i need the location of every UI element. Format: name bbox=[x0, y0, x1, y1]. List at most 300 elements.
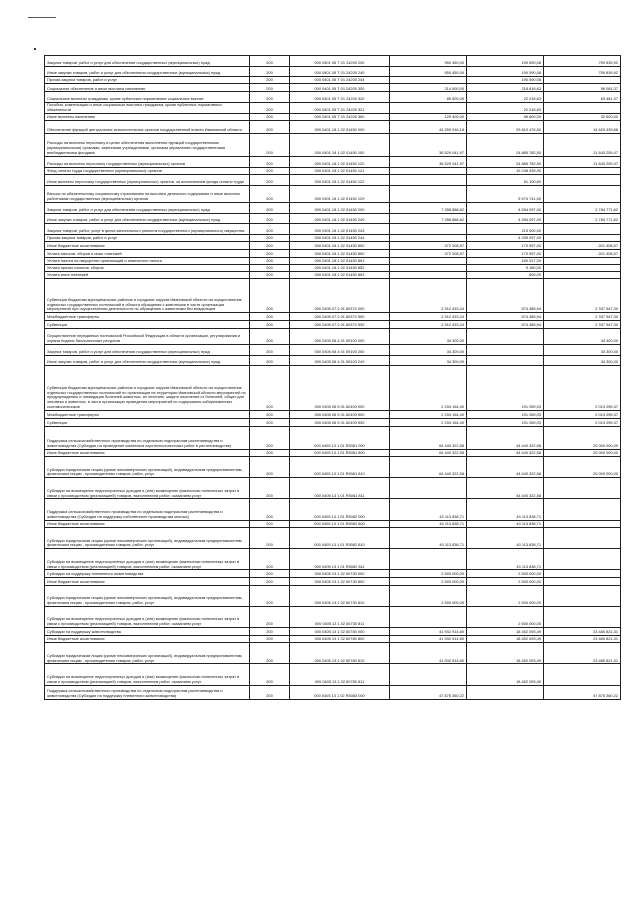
cell-approved: 64 440 322,58 bbox=[390, 457, 467, 478]
cell-line-code: 200 bbox=[250, 528, 290, 549]
cell-indicator-name: Иные выплаты населению bbox=[45, 113, 250, 120]
cell-unexecuted: 201 408,57 bbox=[544, 250, 621, 258]
cell-unexecuted bbox=[544, 664, 621, 685]
table-row bbox=[45, 313, 621, 321]
cell-approved: 41 932 914,80 bbox=[390, 643, 467, 664]
cell-approved bbox=[390, 77, 467, 84]
cell-executed: 22 018,63 bbox=[467, 92, 544, 103]
cell-budget-code: 000 0405 08 5 01 82400 530 bbox=[290, 418, 390, 426]
cell-budget-code: 000 0401 05 Т 01 24200 360 bbox=[290, 113, 390, 120]
cell-approved: 34 300,00 bbox=[390, 355, 467, 366]
cell-unexecuted: 2 337 947,30 bbox=[544, 321, 621, 329]
cell-unexecuted bbox=[544, 265, 621, 272]
cell-approved: 41 932 914,80 bbox=[390, 635, 467, 643]
cell-indicator-name: Иные закупки товаров, работ и услуг для обеспечения государственных (муниципальных) нужд bbox=[45, 355, 250, 366]
cell-unexecuted bbox=[544, 570, 621, 578]
cell-approved: 34 300,00 bbox=[390, 344, 467, 355]
cell-approved bbox=[390, 478, 467, 499]
cell-approved bbox=[390, 257, 467, 265]
cell-executed: 24 885 782,50 bbox=[467, 133, 544, 156]
cell-budget-code: 000 0405 13 1 02 60730 810 bbox=[290, 585, 390, 606]
cell-budget-code: 000 0405 13 1 01 R5082 810 bbox=[290, 528, 390, 549]
cell-budget-code: 000 0401 05 Т 01 24200 321 bbox=[290, 102, 390, 113]
cell-budget-code: 000 0401 18 1 02 01450 243 bbox=[290, 224, 390, 235]
cell-indicator-name: Субсидии на поддержку животноводства bbox=[45, 628, 250, 636]
cell-budget-code: 000 0405 08 5 01 82400 500 bbox=[290, 411, 390, 419]
cell-unexecuted: 23 480 821,31 bbox=[544, 628, 621, 636]
cell-approved bbox=[390, 272, 467, 279]
cell-unexecuted: 11 643 259,47 bbox=[544, 156, 621, 167]
cell-approved: 7 358 868,62 bbox=[390, 203, 467, 214]
cell-approved: 2 912 433,24 bbox=[390, 321, 467, 329]
table-row bbox=[45, 635, 621, 643]
cell-executed: 170 597,00 bbox=[467, 242, 544, 250]
table-row bbox=[45, 664, 621, 685]
cell-indicator-name: Субсидии на возмещение недополученных доходов и (или) возмещение фактически понесенных затрат в связи с производством (реализацией) товаров, выполнением работ, оказанием услуг bbox=[45, 606, 250, 627]
cell-unexecuted bbox=[544, 167, 621, 175]
cell-approved: 2 204 154,40 bbox=[390, 411, 467, 419]
cell-executed: 2 500 000,00 bbox=[467, 606, 544, 627]
cell-approved bbox=[390, 664, 467, 685]
cell-executed: 118 618,63 bbox=[467, 83, 544, 92]
cell-executed: 40 113 838,71 bbox=[467, 549, 544, 570]
cell-unexecuted bbox=[544, 77, 621, 84]
cell-budget-code: 000 0401 18 1 02 01450 000 bbox=[290, 120, 390, 133]
cell-approved: 129 400,00 bbox=[390, 113, 467, 120]
cell-budget-code: 000 0405 13 1 01 R5081 800 bbox=[290, 449, 390, 457]
cell-indicator-name: Иные выплаты персоналу государственных (муниципальных) органов, за исключением фонда оплаты труда bbox=[45, 175, 250, 186]
cell-indicator-name: Прочая закупка товаров, работ и услуг bbox=[45, 77, 250, 84]
cell-budget-code: 000 0401 18 1 02 01450 120 bbox=[290, 156, 390, 167]
cell-unexecuted bbox=[544, 185, 621, 202]
cell-line-code: 200 bbox=[250, 175, 290, 186]
cell-line-code: 200 bbox=[250, 449, 290, 457]
cell-unexecuted: 759 839,92 bbox=[544, 56, 621, 67]
cell-line-code: 200 bbox=[250, 77, 290, 84]
cell-executed: 29 610 476,50 bbox=[467, 120, 544, 133]
cell-approved: 34 300,00 bbox=[390, 328, 467, 344]
table-row bbox=[45, 520, 621, 528]
cell-unexecuted: 2 013 095,37 bbox=[544, 418, 621, 426]
cell-line-code: 200 bbox=[250, 499, 290, 520]
cell-approved: 41 932 914,80 bbox=[390, 628, 467, 636]
table-row bbox=[45, 272, 621, 279]
cell-indicator-name: Межбюджетные трансферты bbox=[45, 411, 250, 419]
cell-approved: 372 005,57 bbox=[390, 242, 467, 250]
cell-line-code: 200 bbox=[250, 213, 290, 224]
cell-indicator-name: Уплата налога на имущество организаций и земельного налога bbox=[45, 257, 250, 265]
table-row bbox=[45, 250, 621, 258]
cell-line-code: 200 bbox=[250, 685, 290, 699]
cell-unexecuted bbox=[544, 102, 621, 113]
cell-line-code: 200 bbox=[250, 120, 290, 133]
cell-budget-code: 000 0405 13 1 02 60780 810 bbox=[290, 643, 390, 664]
cell-budget-code: 000 0401 18 1 02 01450 800 bbox=[290, 242, 390, 250]
cell-executed: 44 440 322,58 bbox=[467, 449, 544, 457]
cell-executed: 4 554 097,00 bbox=[467, 213, 544, 224]
table-row bbox=[45, 92, 621, 103]
cell-line-code: 200 bbox=[250, 185, 290, 202]
cell-budget-code: 000 0405 07 2 01 80370 500 bbox=[290, 313, 390, 321]
cell-line-code: 200 bbox=[250, 549, 290, 570]
table-row bbox=[45, 449, 621, 457]
cell-executed: 40 113 838,71 bbox=[467, 499, 544, 520]
table-row bbox=[45, 355, 621, 366]
cell-budget-code: 000 0405 13 1 01 R5081 810 bbox=[290, 457, 390, 478]
cell-indicator-name: Уплата прочих налогов, сборов bbox=[45, 265, 250, 272]
cell-line-code: 200 bbox=[250, 585, 290, 606]
cell-line-code: 200 bbox=[250, 203, 290, 214]
cell-approved: 2 500 000,00 bbox=[390, 585, 467, 606]
cell-indicator-name: Субсидии юридическим лицам (кроме некоммерческих организаций), индивидуальным предпринимателям, физическим лицам - производителям товаров, работ, услуг bbox=[45, 643, 250, 664]
cell-indicator-name: Закупка товаров, работ и услуг для обеспечения государственных (муниципальных) нужд bbox=[45, 56, 250, 67]
table-row bbox=[45, 77, 621, 84]
cell-unexecuted: 11 643 259,47 bbox=[544, 133, 621, 156]
cell-indicator-name: Закупка товаров, работ и услуг для обеспечения государственных (муниципальных) нужд bbox=[45, 203, 250, 214]
table-row bbox=[45, 234, 621, 242]
cell-line-code: 200 bbox=[250, 242, 290, 250]
cell-line-code: 200 bbox=[250, 102, 290, 113]
cell-approved: 40 113 838,71 bbox=[390, 528, 467, 549]
cell-unexecuted bbox=[544, 257, 621, 265]
cell-indicator-name: Прочая закупка товаров, работ и услуг bbox=[45, 234, 250, 242]
cell-indicator-name: Субвенции bbox=[45, 418, 250, 426]
cell-line-code: 200 bbox=[250, 664, 290, 685]
cell-line-code: 200 bbox=[250, 66, 290, 77]
cell-approved: 64 440 322,58 bbox=[390, 426, 467, 449]
cell-indicator-name: Субсидии юридическим лицам (кроме некоммерческих организаций), индивидуальным предпринимателям, физическим лицам - производителям товаров, работ, услуг bbox=[45, 585, 250, 606]
cell-executed: 18 452 093,49 bbox=[467, 664, 544, 685]
cell-indicator-name: Закупка товаров, работ, услуг в целях капитального ремонта государственного (муниципального) имущества bbox=[45, 224, 250, 235]
cell-line-code: 200 bbox=[250, 257, 290, 265]
cell-executed: 5 574 741,00 bbox=[467, 185, 544, 202]
table-row bbox=[45, 685, 621, 699]
cell-indicator-name: Обеспечение функций центральных исполнительных органов государственной власти Ивановской области bbox=[45, 120, 250, 133]
table-row bbox=[45, 457, 621, 478]
cell-budget-code: 000 0405 13 1 02 60780 811 bbox=[290, 664, 390, 685]
cell-budget-code: 000 0401 18 1 02 01450 129 bbox=[290, 185, 390, 202]
cell-indicator-name: Поддержка сельскохозяйственного производства по отдельным подотраслям растениеводства и животноводства (Субсидии на проведение комплекса агротехнологических работ в растениеводстве) bbox=[45, 426, 250, 449]
cell-budget-code: 000 0405 08 4 01 59100 240 bbox=[290, 355, 390, 366]
cell-indicator-name: Иные закупки товаров, работ и услуг для обеспечения государственных (муниципальных) нужд bbox=[45, 66, 250, 77]
cell-budget-code: 000 0401 05 Т 01 24200 200 bbox=[290, 56, 390, 67]
cell-approved: 40 113 838,71 bbox=[390, 499, 467, 520]
cell-unexecuted: 2 784 771,62 bbox=[544, 213, 621, 224]
cell-line-code: 200 bbox=[250, 355, 290, 366]
cell-executed: 18 452 093,49 bbox=[467, 643, 544, 664]
cell-executed: 2 500 000,00 bbox=[467, 585, 544, 606]
cell-executed bbox=[467, 355, 544, 366]
cell-approved bbox=[390, 185, 467, 202]
cell-budget-code: 000 0405 08 4 01 59100 000 bbox=[290, 328, 390, 344]
cell-approved bbox=[390, 175, 467, 186]
cell-budget-code: 000 0401 18 1 02 01450 850 bbox=[290, 250, 390, 258]
table-row bbox=[45, 156, 621, 167]
cell-unexecuted bbox=[544, 549, 621, 570]
cell-indicator-name: Уплата иных платежей bbox=[45, 272, 250, 279]
cell-indicator-name: Расходы на выплаты персоналу в целях обеспечения выполнения функций государственными (муниципальными) органами, казенными учреждениями, органами управления государственными внебюджетными фондами bbox=[45, 133, 250, 156]
cell-budget-code: 000 0405 13 1 02 60780 000 bbox=[290, 628, 390, 636]
cell-executed: 191 059,03 bbox=[467, 366, 544, 411]
cell-budget-code: 000 0401 18 1 02 01450 852 bbox=[290, 265, 390, 272]
cell-approved: 214 900,00 bbox=[390, 83, 467, 92]
cell-indicator-name: Поддержка сельскохозяйственного производства по отдельным подотраслям растениеводства и животноводства (Субсидии на поддержку племенного животноводства) bbox=[45, 685, 250, 699]
cell-indicator-name: Субсидии юридическим лицам (кроме некоммерческих организаций), индивидуальным предпринимателям, физическим лицам - производителям товаров, работ, услуг bbox=[45, 457, 250, 478]
cell-indicator-name: Субсидии на поддержку племенного животноводства bbox=[45, 570, 250, 578]
cell-unexecuted bbox=[544, 234, 621, 242]
cell-line-code: 200 bbox=[250, 344, 290, 355]
cell-line-code: 200 bbox=[250, 457, 290, 478]
cell-indicator-name: Расходы на выплаты персоналу государственных (муниципальных) органов bbox=[45, 156, 250, 167]
cell-unexecuted bbox=[544, 578, 621, 586]
cell-unexecuted bbox=[544, 272, 621, 279]
cell-executed: 2 500 000,00 bbox=[467, 570, 544, 578]
cell-line-code: 200 bbox=[250, 643, 290, 664]
table-row bbox=[45, 257, 621, 265]
cell-budget-code: 000 0405 13 1 02 R5083 000 bbox=[290, 685, 390, 699]
cell-unexecuted: 759 839,92 bbox=[544, 66, 621, 77]
cell-unexecuted bbox=[544, 606, 621, 627]
cell-unexecuted bbox=[544, 520, 621, 528]
cell-unexecuted bbox=[544, 585, 621, 606]
cell-budget-code: 000 0401 18 1 02 01450 121 bbox=[290, 167, 390, 175]
cell-line-code: 200 bbox=[250, 635, 290, 643]
cell-executed: 215 000,00 bbox=[467, 224, 544, 235]
table-row bbox=[45, 578, 621, 586]
cell-unexecuted bbox=[544, 224, 621, 235]
cell-line-code: 200 bbox=[250, 606, 290, 627]
cell-indicator-name: Иные бюджетные ассигнования bbox=[45, 242, 250, 250]
cell-indicator-name: Социальные выплаты гражданам, кроме публичных нормативных социальных выплат bbox=[45, 92, 250, 103]
cell-approved: 2 204 154,40 bbox=[390, 366, 467, 411]
cell-unexecuted: 2 337 947,30 bbox=[544, 278, 621, 313]
cell-budget-code: 000 0405 13 1 01 R5082 800 bbox=[290, 520, 390, 528]
table-row bbox=[45, 167, 621, 175]
cell-line-code: 200 bbox=[250, 224, 290, 235]
cell-executed: 18 452 093,49 bbox=[467, 635, 544, 643]
cell-executed bbox=[467, 685, 544, 699]
cell-approved: 2 500 000,00 bbox=[390, 578, 467, 586]
cell-approved: 2 912 433,24 bbox=[390, 278, 467, 313]
cell-line-code: 200 bbox=[250, 133, 290, 156]
cell-indicator-name: Субвенции bbox=[45, 321, 250, 329]
cell-indicator-name: Уплата налогов, сборов и иных платежей bbox=[45, 250, 250, 258]
table-row bbox=[45, 411, 621, 419]
cell-indicator-name: Иные бюджетные ассигнования bbox=[45, 578, 250, 586]
cell-indicator-name: Субвенции бюджетам муниципальных районов и городских округов Ивановской области на осуществление отдельных государственных полномочий в области обращения с животными в части организации мероприятий при осуществлении деятельности по обращению с животными без владельцев bbox=[45, 278, 250, 313]
cell-indicator-name: Взносы по обязательному социальному страхованию на выплаты денежного содержания и иные выплаты работникам государственных (муниципальных) органов bbox=[45, 185, 250, 202]
cell-budget-code: 000 0405 13 1 02 60730 811 bbox=[290, 606, 390, 627]
cell-approved: 44 259 916,18 bbox=[390, 120, 467, 133]
cell-indicator-name: Межбюджетные трансферты bbox=[45, 313, 250, 321]
cell-indicator-name: Фонд оплаты труда государственных (муниципальных) органов bbox=[45, 167, 250, 175]
table-row bbox=[45, 278, 621, 313]
cell-line-code: 200 bbox=[250, 167, 290, 175]
cell-approved bbox=[390, 102, 467, 113]
cell-unexecuted: 34 300,00 bbox=[544, 355, 621, 366]
cell-budget-code: 000 0405 13 1 02 60780 800 bbox=[290, 635, 390, 643]
cell-executed: 574 485,94 bbox=[467, 321, 544, 329]
table-row bbox=[45, 628, 621, 636]
cell-line-code: 200 bbox=[250, 570, 290, 578]
cell-line-code: 200 bbox=[250, 578, 290, 586]
cell-line-code: 200 bbox=[250, 411, 290, 419]
cell-indicator-name: Закупка товаров, работ и услуг для обеспечения государственных (муниципальных) нужд bbox=[45, 344, 250, 355]
cell-approved: 36 529 041,97 bbox=[390, 133, 467, 156]
cell-approved bbox=[390, 549, 467, 570]
cell-unexecuted bbox=[544, 499, 621, 520]
table-row bbox=[45, 344, 621, 355]
cell-unexecuted: 14 629 439,68 bbox=[544, 120, 621, 133]
cell-executed: 61 100,60 bbox=[467, 175, 544, 186]
cell-unexecuted: 201 408,57 bbox=[544, 242, 621, 250]
cell-executed: 170 597,00 bbox=[467, 250, 544, 258]
cell-budget-code: 000 0405 13 1 01 R5082 000 bbox=[290, 499, 390, 520]
cell-unexecuted: 23 480 821,31 bbox=[544, 643, 621, 664]
table-row bbox=[45, 606, 621, 627]
scan-mark bbox=[28, 17, 56, 18]
cell-line-code: 200 bbox=[250, 478, 290, 499]
cell-executed: 44 440 322,58 bbox=[467, 457, 544, 478]
cell-budget-code: 000 0405 08 5 01 82400 000 bbox=[290, 366, 390, 411]
table-row bbox=[45, 528, 621, 549]
cell-approved: 85 500,00 bbox=[390, 92, 467, 103]
cell-unexecuted: 23 480 821,31 bbox=[544, 635, 621, 643]
cell-line-code: 200 bbox=[250, 265, 290, 272]
cell-indicator-name: Социальное обеспечение и иные выплаты населению bbox=[45, 83, 250, 92]
cell-executed: 18 452 093,49 bbox=[467, 628, 544, 636]
table-row bbox=[45, 366, 621, 411]
cell-budget-code: 000 0401 18 1 02 01450 244 bbox=[290, 234, 390, 242]
cell-approved bbox=[390, 606, 467, 627]
cell-budget-code: 000 0401 18 1 02 01450 122 bbox=[290, 175, 390, 186]
table-row bbox=[45, 175, 621, 186]
cell-approved: 64 440 322,58 bbox=[390, 449, 467, 457]
cell-unexecuted bbox=[544, 478, 621, 499]
cell-budget-code: 000 0401 05 Т 01 24200 320 bbox=[290, 92, 390, 103]
cell-approved: 7 358 868,62 bbox=[390, 213, 467, 224]
cell-executed: 2 500 000,00 bbox=[467, 578, 544, 586]
cell-executed: 190 590,08 bbox=[467, 56, 544, 67]
cell-executed: 500,00 bbox=[467, 272, 544, 279]
cell-unexecuted: 20 000 000,00 bbox=[544, 426, 621, 449]
table-row bbox=[45, 203, 621, 214]
cell-approved: 2 912 433,24 bbox=[390, 313, 467, 321]
table-row bbox=[45, 328, 621, 344]
table-row bbox=[45, 224, 621, 235]
cell-executed: 40 113 838,71 bbox=[467, 520, 544, 528]
cell-executed: 574 485,94 bbox=[467, 278, 544, 313]
cell-budget-code: 000 0405 13 1 02 60730 000 bbox=[290, 570, 390, 578]
cell-unexecuted: 2 013 095,37 bbox=[544, 411, 621, 419]
cell-approved bbox=[390, 224, 467, 235]
cell-budget-code: 000 0405 13 1 01 R5081 000 bbox=[290, 426, 390, 449]
table-row bbox=[45, 478, 621, 499]
cell-budget-code: 000 0405 08 4 01 59100 200 bbox=[290, 344, 390, 355]
cell-indicator-name: Субсидии на возмещение недополученных доходов и (или) возмещение фактически понесенных затрат в связи с производством (реализацией) товаров, выполнением работ, оказанием услуг bbox=[45, 549, 250, 570]
table-row bbox=[45, 113, 621, 120]
cell-unexecuted: 2 784 771,62 bbox=[544, 203, 621, 214]
cell-budget-code: 000 0405 13 1 02 60730 800 bbox=[290, 578, 390, 586]
cell-executed: 190 590,08 bbox=[467, 77, 544, 84]
cell-indicator-name: Субвенции бюджетам муниципальных районов и городских округов Ивановской области на осуществление отдельных государственных полномочий по организации на территории Ивановской области мероприятий по предупреждению и ликвидации болезней животных, их лечению, защите населения от болезней, общих для человека и животных, в части организации проведения мероприятий по содержанию сибиреязвенных скотомогильников bbox=[45, 366, 250, 411]
cell-unexecuted: 63 481,37 bbox=[544, 92, 621, 103]
cell-approved: 2 204 154,40 bbox=[390, 418, 467, 426]
cell-approved: 2 500 000,00 bbox=[390, 570, 467, 578]
cell-budget-code: 000 0401 18 1 02 01450 100 bbox=[290, 133, 390, 156]
table-row bbox=[45, 643, 621, 664]
table-row bbox=[45, 321, 621, 329]
table-row bbox=[45, 56, 621, 67]
cell-unexecuted: 20 000 000,00 bbox=[544, 449, 621, 457]
cell-budget-code: 000 0405 13 1 01 R5081 811 bbox=[290, 478, 390, 499]
cell-executed: 22 018,63 bbox=[467, 102, 544, 113]
cell-indicator-name: Иные бюджетные ассигнования bbox=[45, 520, 250, 528]
cell-approved: 47 875 360,22 bbox=[390, 685, 467, 699]
cell-approved bbox=[390, 167, 467, 175]
cell-budget-code: 000 0401 18 1 02 01450 853 bbox=[290, 272, 390, 279]
cell-budget-code: 000 0401 05 Т 01 24200 300 bbox=[290, 83, 390, 92]
cell-executed: 4 554 097,00 bbox=[467, 203, 544, 214]
cell-budget-code: 000 0401 18 1 02 01450 240 bbox=[290, 213, 390, 224]
cell-executed: 44 440 322,58 bbox=[467, 478, 544, 499]
table-row bbox=[45, 185, 621, 202]
cell-executed: 24 885 782,50 bbox=[467, 156, 544, 167]
cell-indicator-name: Поддержка сельскохозяйственного производства по отдельным подотраслям растениеводства и животноводства (Субсидии на поддержку собственного производства молока) bbox=[45, 499, 250, 520]
cell-line-code: 200 bbox=[250, 156, 290, 167]
cell-executed: 4 339 097,00 bbox=[467, 234, 544, 242]
table-row bbox=[45, 120, 621, 133]
cell-unexecuted: 32 600,00 bbox=[544, 113, 621, 120]
table-row bbox=[45, 585, 621, 606]
cell-line-code: 200 bbox=[250, 321, 290, 329]
cell-line-code: 200 bbox=[250, 56, 290, 67]
cell-approved: 36 529 041,97 bbox=[390, 156, 467, 167]
cell-unexecuted: 96 081,37 bbox=[544, 83, 621, 92]
cell-executed: 9 180,00 bbox=[467, 265, 544, 272]
cell-executed: 44 440 322,58 bbox=[467, 426, 544, 449]
cell-budget-code: 000 0401 05 Т 01 24200 244 bbox=[290, 77, 390, 84]
cell-unexecuted: 20 000 000,00 bbox=[544, 457, 621, 478]
cell-budget-code: 000 0405 13 1 01 R5082 811 bbox=[290, 549, 390, 570]
cell-approved: 950 450,00 bbox=[390, 66, 467, 77]
table-row bbox=[45, 265, 621, 272]
cell-line-code: 200 bbox=[250, 83, 290, 92]
cell-executed: 191 059,03 bbox=[467, 411, 544, 419]
cell-line-code: 200 bbox=[250, 328, 290, 344]
table-row bbox=[45, 66, 621, 77]
cell-unexecuted bbox=[544, 528, 621, 549]
cell-approved bbox=[390, 234, 467, 242]
cell-executed: 190 590,08 bbox=[467, 66, 544, 77]
cell-executed: 191 059,03 bbox=[467, 418, 544, 426]
cell-indicator-name: Иные закупки товаров, работ и услуг для обеспечения государственных (муниципальных) нужд bbox=[45, 213, 250, 224]
table-row bbox=[45, 570, 621, 578]
cell-line-code: 200 bbox=[250, 426, 290, 449]
table-row bbox=[45, 499, 621, 520]
cell-unexecuted: 34 300,00 bbox=[544, 344, 621, 355]
cell-indicator-name: Осуществление переданных полномочий Российской Федерации в области организации, регулирования и охраны водных биологических ресурсов bbox=[45, 328, 250, 344]
cell-executed: 19 248 939,90 bbox=[467, 167, 544, 175]
cell-budget-code: 000 0401 18 1 02 01450 200 bbox=[290, 203, 390, 214]
cell-unexecuted bbox=[544, 175, 621, 186]
cell-indicator-name: Пособия, компенсации и иные социальные выплаты гражданам, кроме публичных нормативных обязательств bbox=[45, 102, 250, 113]
table-row bbox=[45, 549, 621, 570]
table-row bbox=[45, 102, 621, 113]
cell-line-code: 200 bbox=[250, 628, 290, 636]
cell-unexecuted: 2 013 095,37 bbox=[544, 366, 621, 411]
cell-budget-code: 000 0401 05 Т 01 24200 240 bbox=[290, 66, 390, 77]
